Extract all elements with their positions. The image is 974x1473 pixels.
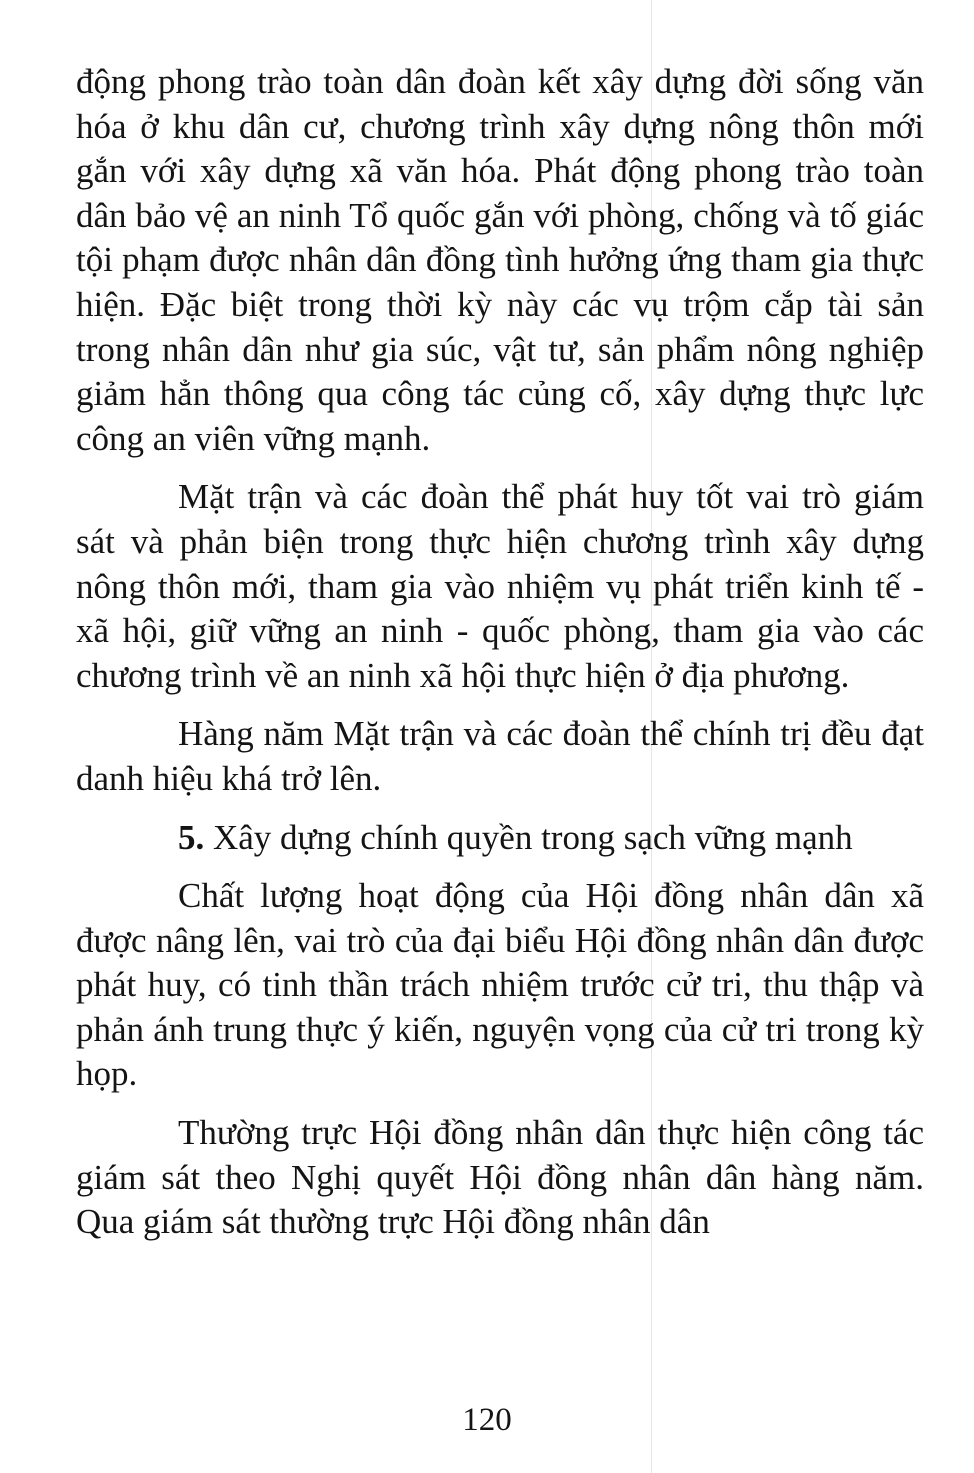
page-body xyxy=(76,60,924,1245)
section-heading xyxy=(76,816,924,861)
paragraph-annual-rating: Hàng năm Mặt trận và các đoàn thể chính trị đều đạt danh hiệu khá trở lên. xyxy=(76,714,924,798)
section-title: Xây dựng chính quyền trong sạch vững mạnh xyxy=(213,817,853,857)
paragraph-front-role: Mặt trận và các đoàn thể phát huy tốt vai trò giám sát và phản biện trong thực hiện chương trình xây dựng nông thôn mới, tham gia vào nhiệm vụ phát triển kinh tế - xã hội, giữ vững an ninh - quốc phòng, tham gia vào các chương trình về an ninh xã hội thực hiện ở địa phương. xyxy=(76,477,924,695)
page-number: 120 xyxy=(462,1402,512,1438)
section-number: 5. xyxy=(178,817,205,857)
paragraph-council-supervision: Thường trực Hội đồng nhân dân thực hiện công tác giám sát theo Nghị quyết Hội đồng nhân dân hàng năm. Qua giám sát thường trực Hội đồng nhân dân xyxy=(76,1113,924,1242)
paragraph-council-quality: Chất lượng hoạt động của Hội đồng nhân dân xã được nâng lên, vai trò của đại biểu Hội đồng nhân dân được phát huy, có tinh thần trách nhiệm trước cử tri, thu thập và phản ánh trung thực ý kiến, nguyện vọng của cử tri trong kỳ họp. xyxy=(76,876,924,1094)
paragraph-continuation: động phong trào toàn dân đoàn kết xây dựng đời sống văn hóa ở khu dân cư, chương trình xây dựng nông thôn mới gắn với xây dựng xã văn hóa. Phát động phong trào toàn dân bảo vệ an ninh Tổ quốc gắn với phòng, chống và tố giác tội phạm được nhân dân đồng tình hưởng ứng tham gia thực hiện. Đặc biệt trong thời kỳ này các vụ trộm cắp tài sản trong nhân dân như gia súc, vật tư, sản phẩm nông nghiệp giảm hẳn thông qua công tác củng cố, xây dựng thực lực công an viên vững mạnh. xyxy=(76,62,924,458)
